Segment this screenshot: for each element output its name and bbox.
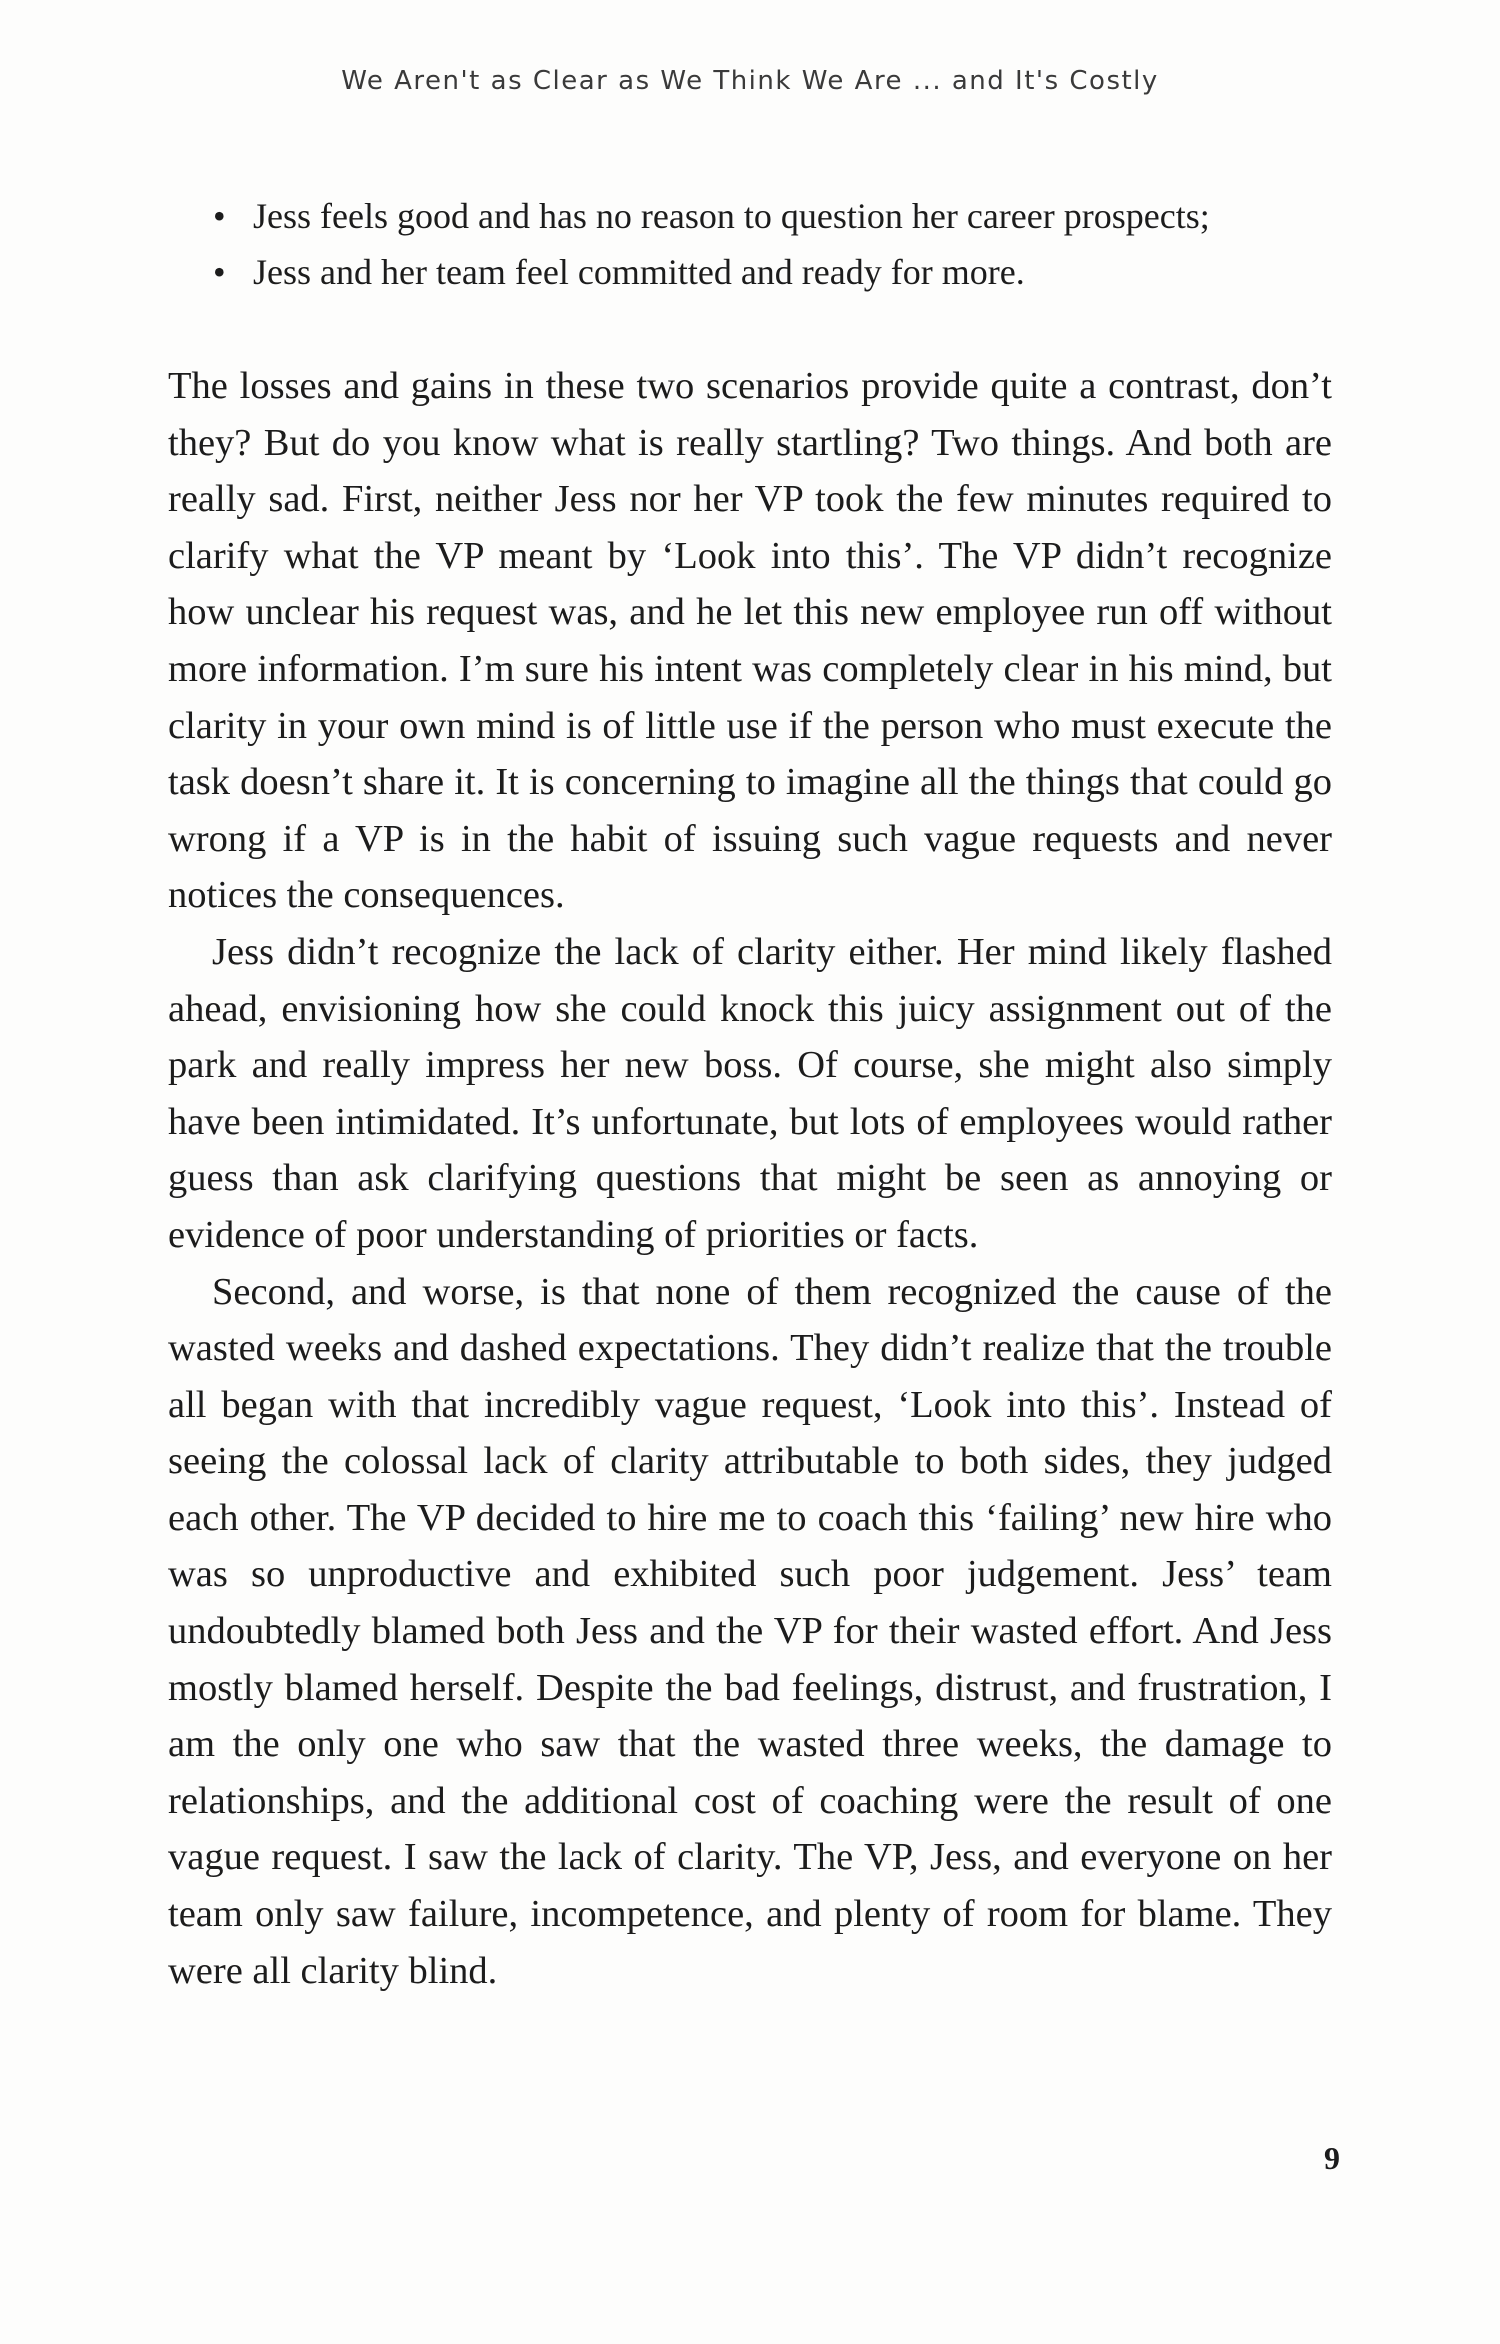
bullet-item: • Jess feels good and has no reason to question her career prospects; xyxy=(213,188,1343,244)
paragraph: The losses and gains in these two scenarios provide quite a contrast, don’t they? But do you know what is really startling? Two things. And both are really sad. First, neither Jess nor her VP took the few minutes required to clarify what the VP meant by ‘Look into this’. The VP didn’t recognize how unclear his request was, and he let this new employee run off without more information. I’m sure his intent was completely clear in his mind, but clarity in your own mind is of little use if the person who must execute the task doesn’t share it. It is concerning to imagine all the things that could go wrong if a VP is in the habit of issuing such vague requests and never notices the consequences. xyxy=(168,365,1332,917)
page-number: 9 xyxy=(1324,2140,1340,2176)
running-head: We Aren't as Clear as We Think We Are ... and It's Costly xyxy=(341,66,1159,96)
paragraph: Jess didn’t recognize the lack of clarity either. Her mind likely flashed ahead, envisioning how she could knock this juicy assignment out of the park and really impress her new boss. Of course, she might also simply have been intimidated. It’s unfortunate, but lots of employees would rather guess than ask clarifying questions that might be seen as annoying or evidence of poor understanding of priorities or facts. xyxy=(168,930,1332,1256)
paragraph: Second, and worse, is that none of them recognized the cause of the wasted weeks and dashed expectations. They didn’t realize that the trouble all began with that incredibly vague request, ‘Look into this’. Instead of seeing the colossal lack of clarity attributable to both sides, they judged each other. The VP decided to hire me to coach this ‘failing’ new hire who was so unproductive and exhibited such poor judgement. Jess’ team undoubtedly blamed both Jess and the VP for their wasted effort. And Jess mostly blamed herself. Despite the bad feelings, distrust, and frustration, I am the only one who saw that the wasted three weeks, the damage to relationships, and the additional cost of coaching were the result of one vague request. I saw the lack of clarity. The VP, Jess, and everyone on her team only saw failure, incompetence, and plenty of room for blame. They were all clarity blind. xyxy=(168,1270,1332,1992)
body-text xyxy=(168,358,1332,1999)
bullet-list xyxy=(213,188,1343,300)
bullet-item: • Jess and her team feel committed and ready for more. xyxy=(213,244,1343,300)
